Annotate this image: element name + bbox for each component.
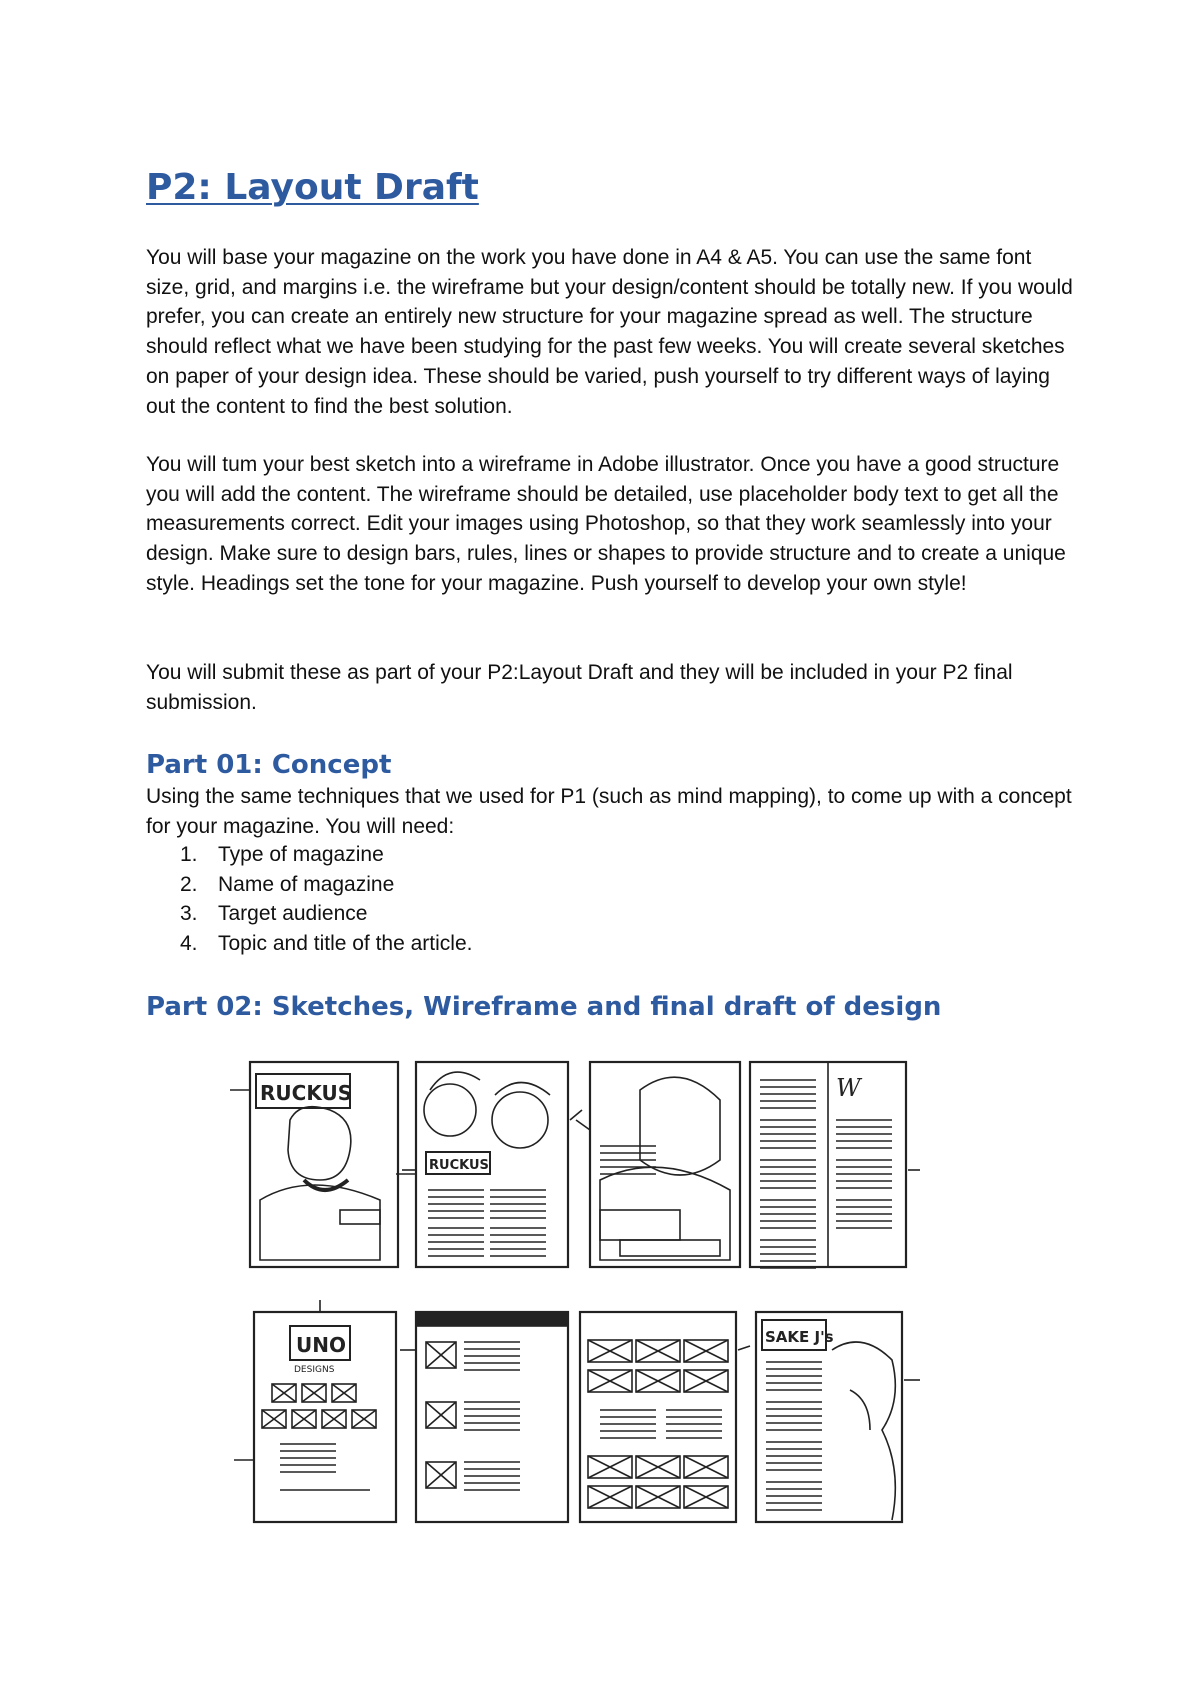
wireframe-paragraph: You will tum your best sketch into a wireframe in Adobe illustrator. Once you have a good structure you will add the content. The wireframe should be detailed, use placeholder body text to get all the measurements correct. Edit your images using Photoshop, so that they work seamlessly into your design. Make sure to design bars, rules, lines or shapes to provide structure and to create a unique style. Headings set the tone for your magazine. Push yourself to develop your own style! bbox=[146, 453, 1066, 595]
sketch-gallery-spread bbox=[580, 1312, 750, 1522]
svg-text:W: W bbox=[836, 1074, 861, 1102]
sketch-sake-spread bbox=[756, 1312, 920, 1522]
list-item: 1. Type of magazine bbox=[180, 843, 384, 866]
part2-heading: Part 02: Sketches, Wireframe and final draft of design bbox=[146, 992, 942, 1022]
part1-intro: Using the same techniques that we used for P1 (such as mind mapping), to come up with a concept for your magazine. You will need: bbox=[146, 785, 1072, 838]
sketch-ruckus-cover bbox=[230, 1062, 416, 1267]
list-item: 2. Name of magazine bbox=[180, 872, 395, 896]
sketch-uno-designs bbox=[234, 1300, 396, 1522]
intro-paragraph: You will base your magazine on the work you have done in A4 & A5. You can use the same font size, grid, and margins i.e. the wireframe but your design/content should be totally new. If you would prefer, you can create an entirely new structure for your magazine spread as well. The structure should reflect what we have been studying for the past few weeks. You will create several sketches on paper of your design idea. These should be varied, push yourself to try different ways of laying out the content to find the best solution. bbox=[146, 246, 1073, 418]
list-item: 4. Topic and title of the article. bbox=[180, 931, 473, 955]
submission-paragraph: You will submit these as part of your P2:Layout Draft and they will be included in your P2 final submission. bbox=[146, 661, 1013, 714]
sketches-image bbox=[220, 1050, 940, 1550]
concept-list bbox=[176, 840, 472, 958]
part1-heading: Part 01: Concept bbox=[146, 750, 392, 780]
sketch-grid-spread bbox=[400, 1312, 568, 1522]
sketch-word: DESIGNS bbox=[294, 1365, 335, 1375]
sketch-ruckus-spread bbox=[396, 1062, 582, 1267]
sketch-word: UNO bbox=[296, 1333, 346, 1357]
list-item: 3. Target audience bbox=[180, 902, 368, 925]
sketch-text-page bbox=[750, 1062, 920, 1268]
sketch-portrait-spread bbox=[576, 1062, 740, 1267]
page-title: P2: Layout Draft bbox=[146, 167, 479, 208]
sketch-word: RUCKUS bbox=[260, 1081, 353, 1105]
sketch-word: SAKE J's bbox=[765, 1328, 834, 1346]
sketch-word: RUCKUS bbox=[429, 1158, 489, 1173]
